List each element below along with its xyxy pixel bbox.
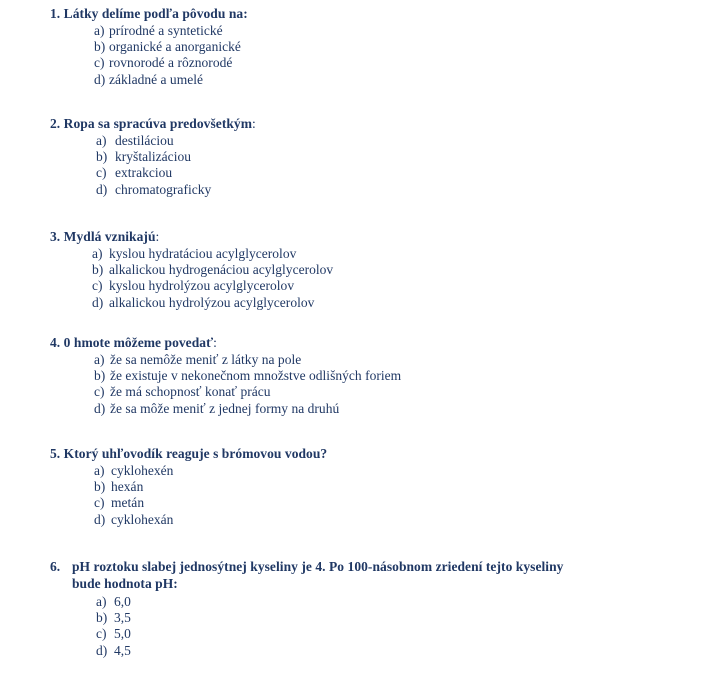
question-stem-5	[50, 446, 710, 462]
option-4c[interactable]	[94, 384, 710, 400]
option-label-2b: b)	[96, 149, 108, 165]
option-label-5b: b)	[94, 479, 106, 495]
option-label-5c: c)	[94, 495, 105, 511]
option-text-4d: že sa môže meniť z jednej formy na druhú	[110, 400, 340, 416]
option-text-1b: organické a anorganické	[109, 39, 241, 55]
question-number-5: 5.	[50, 446, 61, 461]
question-block-3	[0, 229, 710, 311]
question-text-2: Ropa sa spracúva predovšetkým	[63, 116, 253, 131]
option-list-6	[96, 594, 710, 659]
option-text-3a: kyslou hydratáciou acylglycerolov	[109, 246, 297, 261]
option-label-3d: d)	[92, 294, 104, 310]
option-6a[interactable]	[96, 594, 710, 610]
question-tail-3: :	[155, 229, 160, 244]
option-2c[interactable]	[96, 165, 710, 181]
question-block-5	[0, 446, 710, 528]
option-text-5d: cyklohexán	[111, 511, 174, 527]
option-list-3	[92, 246, 710, 311]
question-text-5: Ktorý uhľovodík reaguje s brómovou vodou?	[63, 446, 328, 461]
option-text-5a: cyklohexén	[111, 463, 174, 478]
option-text-4c: že má schopnosť konať prácu	[110, 384, 271, 400]
question-block-6	[0, 558, 710, 659]
question-text-3: Mydlá vznikajú	[63, 229, 156, 244]
option-6d[interactable]	[96, 643, 710, 659]
option-1b[interactable]	[94, 39, 710, 55]
option-label-1d: d)	[94, 71, 106, 87]
option-text-4b: že existuje v nekonečnom množstve odlišných foriem	[110, 368, 402, 384]
option-list-4	[94, 352, 710, 417]
option-1c[interactable]	[94, 55, 710, 71]
option-list-2	[96, 133, 710, 198]
option-text-3c: kyslou hydrolýzou acylglycerolov	[109, 278, 295, 294]
option-1a[interactable]	[94, 23, 710, 39]
option-3d[interactable]	[92, 295, 710, 311]
question-tail-4: :	[213, 335, 217, 350]
option-text-6d: 4,5	[114, 642, 131, 658]
option-3c[interactable]	[92, 278, 710, 294]
option-3b[interactable]	[92, 262, 710, 278]
option-2a[interactable]	[96, 133, 710, 149]
option-text-5b: hexán	[111, 479, 144, 495]
option-3a[interactable]	[92, 246, 710, 262]
option-label-4d: d)	[94, 400, 106, 416]
option-5a[interactable]	[94, 463, 710, 479]
option-label-1b: b)	[94, 39, 106, 55]
option-label-6b: b)	[96, 610, 108, 626]
question-number-2: 2.	[50, 116, 61, 131]
option-text-1c: rovnorodé a rôznorodé	[109, 55, 233, 71]
option-2d[interactable]	[96, 182, 710, 198]
option-text-6c: 5,0	[114, 626, 131, 642]
option-2b[interactable]	[96, 149, 710, 165]
question-number-3: 3.	[50, 229, 61, 244]
question-tail-6: :	[173, 576, 178, 591]
option-text-4a: že sa nemôže meniť z látky na pole	[110, 352, 302, 367]
question-text-6-line1: pH roztoku slabej jednosýtnej kyseliny je 4. Po 100-násobnom zriedení tejto kyseliny	[72, 559, 564, 574]
option-text-2c: extrakciou	[115, 165, 173, 181]
option-label-1a: a)	[94, 23, 105, 38]
option-1d[interactable]	[94, 72, 710, 88]
question-block-4	[0, 335, 710, 417]
question-text-1: Látky delíme podľa pôvodu na:	[63, 6, 248, 21]
question-text-6-line2: bude hodnota pH	[72, 576, 174, 591]
option-4a[interactable]	[94, 352, 710, 368]
question-block-1	[0, 6, 710, 88]
option-4d[interactable]	[94, 401, 710, 417]
option-6c[interactable]	[96, 626, 710, 642]
option-5b[interactable]	[94, 479, 710, 495]
question-stem-6	[50, 558, 710, 592]
option-label-6a: a)	[96, 594, 107, 609]
option-6b[interactable]	[96, 610, 710, 626]
question-number-4: 4.	[50, 335, 61, 350]
option-text-1a: prírodné a syntetické	[109, 23, 223, 38]
question-text-4: 0 hmote môžeme povedať	[63, 335, 214, 350]
question-text-6-lines	[72, 558, 710, 592]
option-text-5c: metán	[111, 495, 145, 511]
option-text-6b: 3,5	[114, 610, 131, 626]
option-label-3b: b)	[92, 262, 104, 278]
question-block-2	[0, 116, 710, 198]
question-stem-1	[50, 6, 710, 22]
option-text-3b: alkalickou hydrogenáciou acylglycerolov	[109, 262, 334, 278]
option-label-6d: d)	[96, 642, 108, 658]
option-label-5a: a)	[94, 463, 105, 478]
option-label-2a: a)	[96, 133, 107, 148]
option-label-3c: c)	[92, 278, 103, 294]
question-number-6: 6.	[50, 559, 61, 574]
option-5c[interactable]	[94, 495, 710, 511]
option-5d[interactable]	[94, 512, 710, 528]
option-label-4c: c)	[94, 384, 105, 400]
option-list-1	[94, 23, 710, 88]
option-4b[interactable]	[94, 368, 710, 384]
question-stem-2	[50, 116, 710, 132]
question-stem-4	[50, 335, 710, 351]
question-number-1: 1.	[50, 6, 61, 21]
question-stem-3	[50, 229, 710, 245]
option-text-2a: destiláciou	[115, 133, 174, 148]
option-label-2c: c)	[96, 165, 107, 181]
option-label-3a: a)	[92, 246, 103, 261]
option-text-2d: chromatograficky	[115, 181, 212, 197]
question-tail-2: :	[252, 116, 256, 131]
option-label-4a: a)	[94, 352, 105, 367]
option-label-2d: d)	[96, 181, 108, 197]
option-text-6a: 6,0	[114, 594, 131, 609]
option-text-1d: základné a umelé	[109, 71, 204, 87]
option-text-3d: alkalickou hydrolýzou acylglycerolov	[109, 294, 315, 310]
option-label-1c: c)	[94, 55, 105, 71]
option-text-2b: kryštalizáciou	[115, 149, 191, 165]
option-label-5d: d)	[94, 511, 106, 527]
option-label-4b: b)	[94, 368, 106, 384]
option-label-6c: c)	[96, 626, 107, 642]
option-list-5	[94, 463, 710, 528]
